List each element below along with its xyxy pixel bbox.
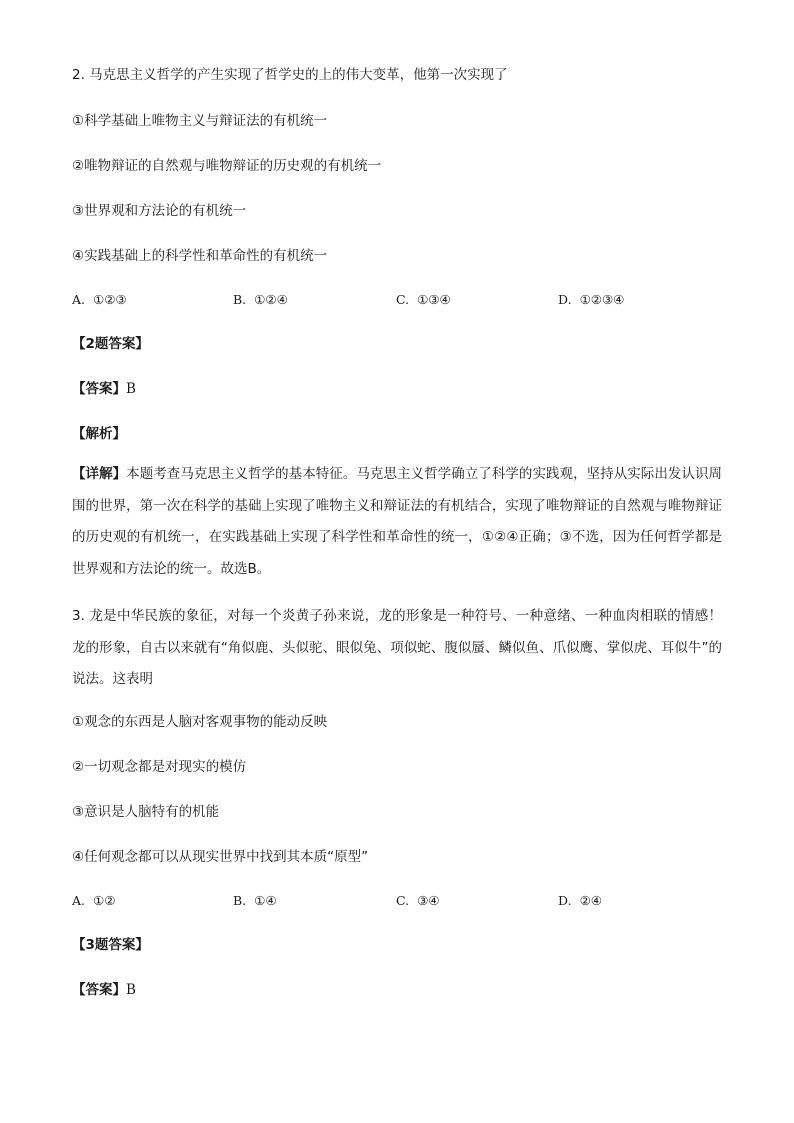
option-letter: C. xyxy=(396,292,410,307)
question-2-detail xyxy=(72,459,722,585)
question-2-statement-2: ②唯物辩证的自然观与唯物辩证的历史观的有机统一 xyxy=(72,158,382,174)
option-text: ①②④ xyxy=(254,292,288,307)
option-letter: C. xyxy=(396,893,410,908)
option-text: ②④ xyxy=(579,893,602,908)
question-2-answer xyxy=(72,379,136,399)
detail-label: 【详解】 xyxy=(72,466,127,482)
question-2-options xyxy=(72,290,722,310)
option-letter: D. xyxy=(558,292,572,307)
question-3-statement-3: ③意识是人脑特有的机能 xyxy=(72,804,220,820)
answer-value: B xyxy=(126,381,136,397)
question-3-statement-2: ②一切观念都是对现实的模仿 xyxy=(72,759,247,775)
option-text: ③④ xyxy=(417,893,440,908)
option-d xyxy=(558,891,602,911)
detail-text: 本题考查马克思主义哲学的基本特征。马克思主义哲学确立了科学的实践观，坚持从实际出发认识周围的世界，第一次在科学的基础上实现了唯物主义和辩证法的有机结合，实现了唯物辩证的自然观与唯物辩证的历史观的有机统一，在实践基础上实现了科学性和革命性的统一，①②④正确；③不选，因为任何哲学都是世界观和方法论的统一。故选B。 xyxy=(72,466,723,577)
option-text: ①②③④ xyxy=(579,292,625,307)
option-text: ①②③ xyxy=(93,292,127,307)
question-3-statement-1: ①观念的东西是人脑对客观事物的能动反映 xyxy=(72,714,328,730)
question-2-stem: 2. 马克思主义哲学的产生实现了哲学史的上的伟大变革，他第一次实现了 xyxy=(72,67,508,83)
question-3-answer-heading: 【3题答案】 xyxy=(72,937,149,953)
option-a xyxy=(72,290,127,310)
option-letter: A. xyxy=(72,893,86,908)
question-3-stem: 3. 龙是中华民族的象征，对每一个炎黄子孙来说，龙的形象是一种符号、一种意绪、一种血肉相联的情感！龙的形象，自古以来就有“角似鹿、头似驼、眼似兔、项似蛇、腹似蜃、鳞似鱼、爪似鹰、掌似虎、耳似牛”的说法。这表明 xyxy=(72,608,722,687)
question-2-statement-4: ④实践基础上的科学性和革命性的有机统一 xyxy=(72,248,328,264)
option-letter: B. xyxy=(233,292,247,307)
option-text: ①④ xyxy=(254,893,277,908)
question-2-statement-1: ①科学基础上唯物主义与辩证法的有机统一 xyxy=(72,113,328,129)
answer-label: 【答案】 xyxy=(72,381,126,397)
option-a xyxy=(72,891,115,911)
option-letter: D. xyxy=(558,893,572,908)
option-b xyxy=(233,891,277,911)
option-c xyxy=(396,891,440,911)
answer-value: B xyxy=(126,982,136,998)
option-letter: A. xyxy=(72,292,86,307)
question-2-answer-heading: 【2题答案】 xyxy=(72,336,149,352)
option-b xyxy=(233,290,288,310)
option-c xyxy=(396,290,451,310)
option-letter: B. xyxy=(233,893,247,908)
answer-label: 【答案】 xyxy=(72,982,126,998)
question-3-answer xyxy=(72,980,136,1000)
question-2-analysis-label: 【解析】 xyxy=(72,426,126,442)
option-text: ①③④ xyxy=(417,292,451,307)
question-2-statement-3: ③世界观和方法论的有机统一 xyxy=(72,203,247,219)
question-3-statement-4: ④任何观念都可以从现实世界中找到其本质“原型” xyxy=(72,849,369,865)
option-d xyxy=(558,290,624,310)
question-3-options xyxy=(72,891,722,911)
option-text: ①② xyxy=(93,893,116,908)
